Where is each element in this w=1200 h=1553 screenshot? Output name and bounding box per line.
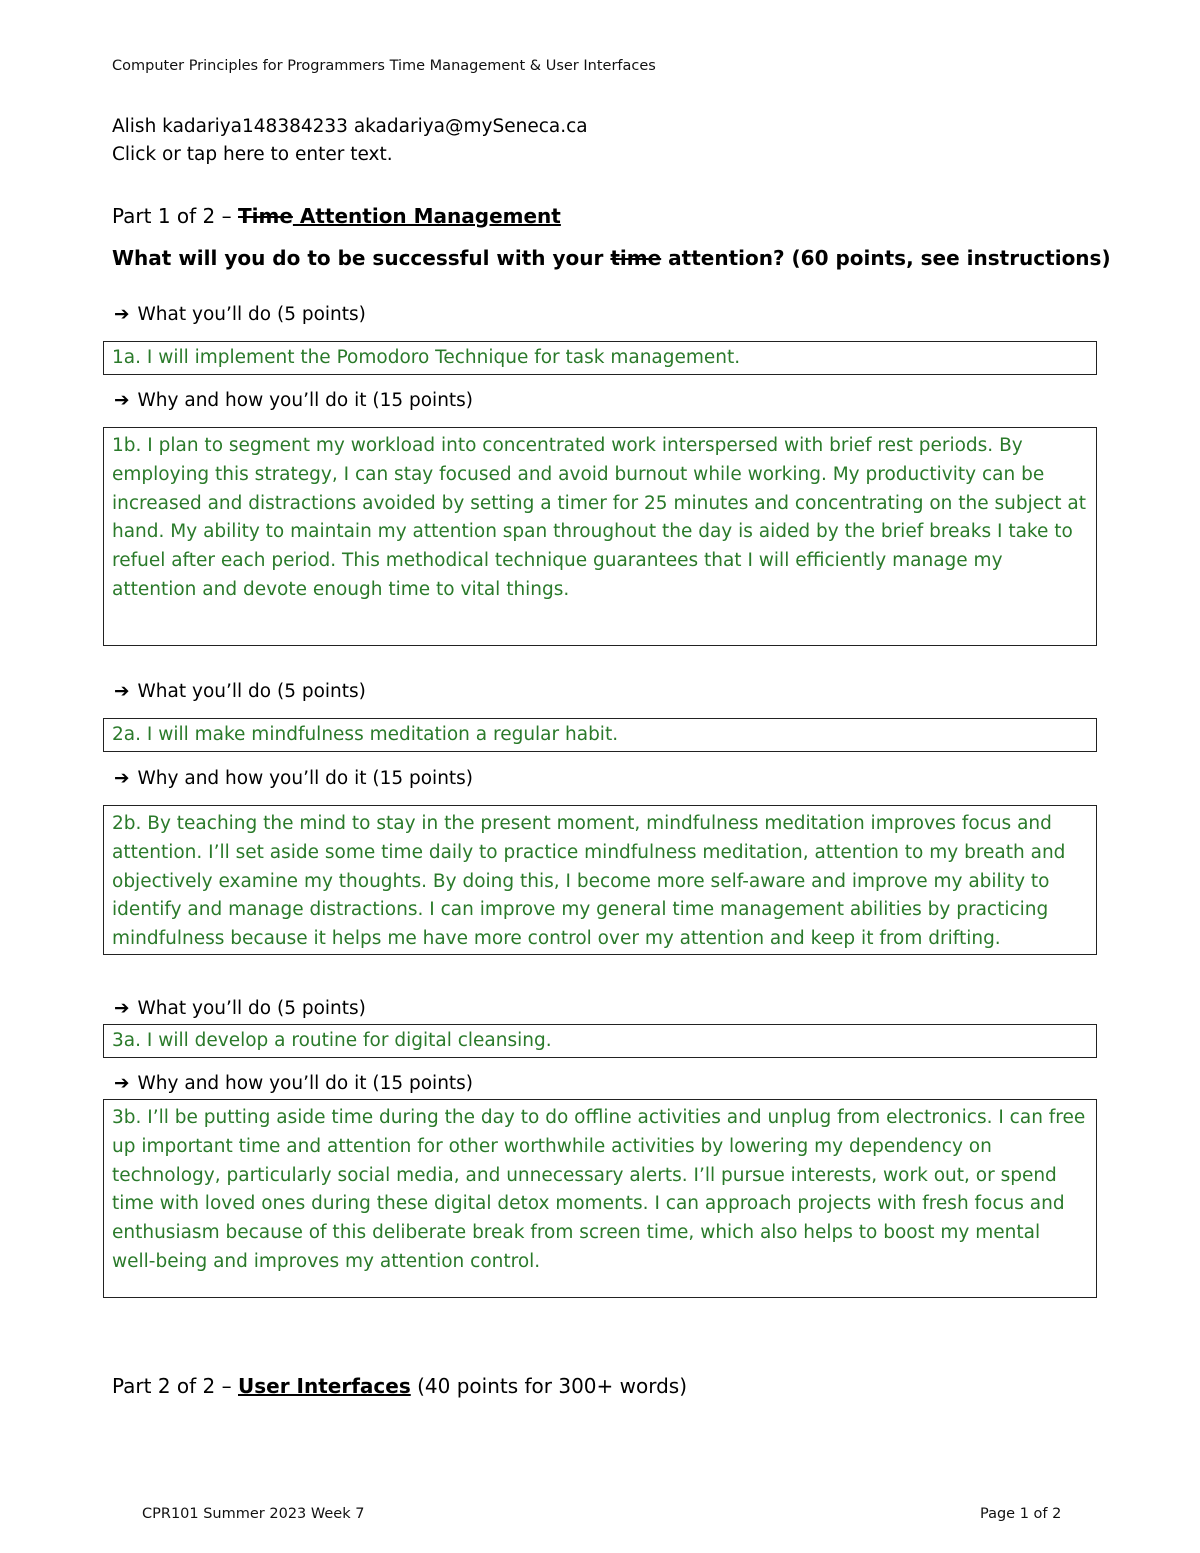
answer-box-2b[interactable]: 2b. By teaching the mind to stay in the present moment, mindfulness meditation improves focus and attention. I’ll set aside some time daily to practice mindfulness meditation, attention to my breath and objectively examine my thoughts. By doing this, I become more self-aware and improve my ability to identify and manage distractions. I can improve my general time management abilities by practicing mindfulness because it helps me have more control over my attention and keep it from drifting.	[103, 805, 1097, 955]
part1-question: What will you do to be successful with your time attention? (60 points, see instructions)	[112, 246, 1111, 270]
answer-box-3a[interactable]: 3a. I will develop a routine for digital cleansing.	[103, 1024, 1097, 1058]
arrow-right-icon: ➔	[114, 768, 130, 789]
part1-heading	[112, 204, 561, 228]
student-info: Alish kadariya148384233 akadariya@mySeneca.ca	[112, 116, 588, 137]
part1-struck-word: Time	[238, 204, 293, 228]
text-placeholder-field[interactable]: Click or tap here to enter text.	[112, 144, 393, 165]
answer-box-1b[interactable]: 1b. I plan to segment my workload into concentrated work interspersed with brief rest periods. By employing this strategy, I can stay focused and avoid burnout while working. My productivity can be increased and distractions avoided by setting a timer for 25 minutes and concentrating on the subject at hand. My ability to maintain my attention span throughout the day is aided by the brief breaks I take to refuel after each period. This methodical technique guarantees that I will efficiently manage my attention and devote enough time to vital things.	[103, 427, 1097, 646]
footer-page-number: Page 1 of 2	[980, 1506, 1062, 1522]
arrow-right-icon: ➔	[114, 1073, 130, 1094]
prompt-what-2: ➔ What you’ll do (5 points)	[114, 681, 366, 702]
prompt-what-3: ➔ What you’ll do (5 points)	[114, 998, 366, 1019]
page-header: Computer Principles for Programmers Time Management & User Interfaces	[112, 58, 656, 74]
prompt-why-3: ➔ Why and how you’ll do it (15 points)	[114, 1073, 474, 1094]
answer-box-2a[interactable]: 2a. I will make mindfulness meditation a regular habit.	[103, 718, 1097, 752]
arrow-right-icon: ➔	[114, 304, 130, 325]
answer-box-3b[interactable]: 3b. I’ll be putting aside time during the day to do offline activities and unplug from electronics. I can free up important time and attention for other worthwhile activities by lowering my dependency on technology, particularly social media, and unnecessary alerts. I’ll pursue interests, work out, or spend time with loved ones during these digital detox moments. I can approach projects with fresh focus and enthusiasm because of this deliberate break from screen time, which also helps to boost my mental well-being and improves my attention control.	[103, 1099, 1097, 1298]
part1-title: Attention Management	[292, 204, 561, 228]
part2-title: User Interfaces	[238, 1374, 411, 1398]
part1-prefix: Part 1 of 2 –	[112, 204, 238, 228]
prompt-why-1: ➔ Why and how you’ll do it (15 points)	[114, 390, 474, 411]
part2-heading: Part 2 of 2 – User Interfaces (40 points for 300+ words)	[112, 1374, 688, 1398]
arrow-right-icon: ➔	[114, 681, 130, 702]
answer-box-1a[interactable]: 1a. I will implement the Pomodoro Technique for task management.	[103, 341, 1097, 375]
prompt-what-1: ➔ What you’ll do (5 points)	[114, 304, 366, 325]
question-struck-word: time	[610, 246, 662, 270]
prompt-why-2: ➔ Why and how you’ll do it (15 points)	[114, 768, 474, 789]
arrow-right-icon: ➔	[114, 390, 130, 411]
footer-course: CPR101 Summer 2023 Week 7	[142, 1506, 365, 1522]
arrow-right-icon: ➔	[114, 998, 130, 1019]
